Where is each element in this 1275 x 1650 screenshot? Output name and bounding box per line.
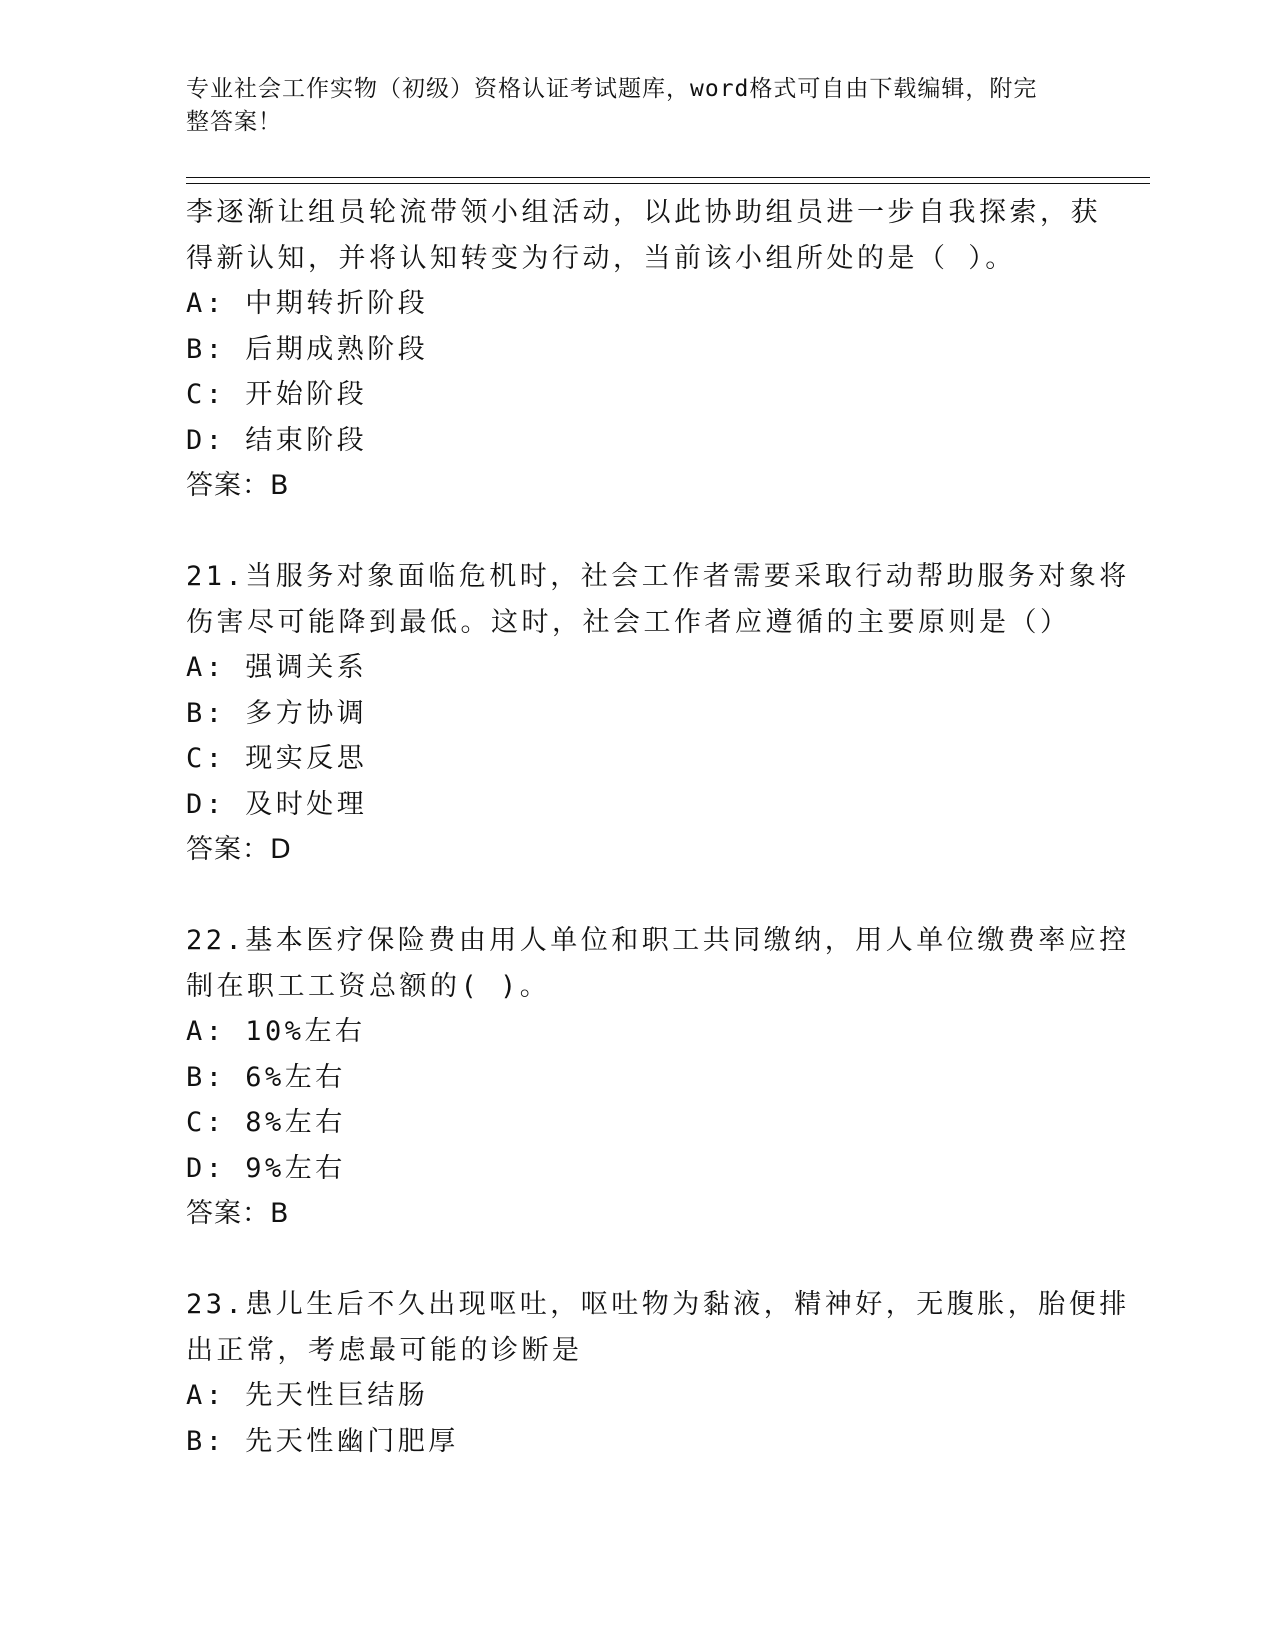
question-block bbox=[186, 1282, 1130, 1464]
header-rule-bottom bbox=[186, 183, 1150, 184]
question-stem-line: 得新认知，并将认知转变为行动，当前该小组所处的是（ ）。 bbox=[186, 242, 1016, 274]
option-d: D: 9%左右 bbox=[186, 1152, 346, 1184]
option-d: D: 结束阶段 bbox=[186, 424, 368, 456]
header-line-1: 专业社会工作实物（初级）资格认证考试题库，word格式可自由下载编辑，附完 bbox=[186, 76, 1038, 102]
option-b: B: 后期成熟阶段 bbox=[186, 333, 429, 365]
question-stem-line: 伤害尽可能降到最低。这时，社会工作者应遵循的主要原则是（） bbox=[186, 606, 1071, 638]
option-b: B: 6%左右 bbox=[186, 1061, 346, 1093]
option-a: A: 中期转折阶段 bbox=[186, 288, 429, 319]
question-stem-line: 22.基本医疗保险费由用人单位和职工共同缴纳，用人单位缴费率应控 bbox=[186, 925, 1130, 956]
question-block bbox=[186, 554, 1130, 873]
question-stem-line: 李逐渐让组员轮流带领小组活动，以此协助组员进一步自我探索，获 bbox=[186, 197, 1101, 228]
option-d: D: 及时处理 bbox=[186, 788, 368, 820]
question-block bbox=[186, 190, 1101, 509]
header-rule-top bbox=[186, 177, 1150, 178]
question-block bbox=[186, 918, 1130, 1237]
header-line-2: 整答案！ bbox=[186, 109, 282, 135]
option-c: C: 开始阶段 bbox=[186, 379, 368, 410]
document-header bbox=[186, 73, 1066, 139]
option-b: B: 先天性幽门肥厚 bbox=[186, 1425, 459, 1457]
option-a: A: 先天性巨结肠 bbox=[186, 1380, 429, 1411]
answer-line: 答案：B bbox=[186, 1198, 290, 1229]
option-a: A: 强调关系 bbox=[186, 652, 368, 683]
question-stem-line: 制在职工工资总额的( )。 bbox=[186, 970, 551, 1002]
option-a: A: 10%左右 bbox=[186, 1016, 366, 1047]
question-stem-line: 出正常，考虑最可能的诊断是 bbox=[186, 1334, 583, 1366]
option-c: C: 8%左右 bbox=[186, 1107, 346, 1138]
question-stem-line: 21.当服务对象面临危机时，社会工作者需要采取行动帮助服务对象将 bbox=[186, 561, 1130, 592]
answer-line: 答案：D bbox=[186, 834, 292, 865]
question-stem-line: 23.患儿生后不久出现呕吐，呕吐物为黏液，精神好，无腹胀，胎便排 bbox=[186, 1289, 1130, 1320]
option-c: C: 现实反思 bbox=[186, 743, 368, 774]
option-b: B: 多方协调 bbox=[186, 697, 368, 729]
question-list bbox=[186, 190, 1130, 1464]
answer-line: 答案：B bbox=[186, 470, 290, 501]
